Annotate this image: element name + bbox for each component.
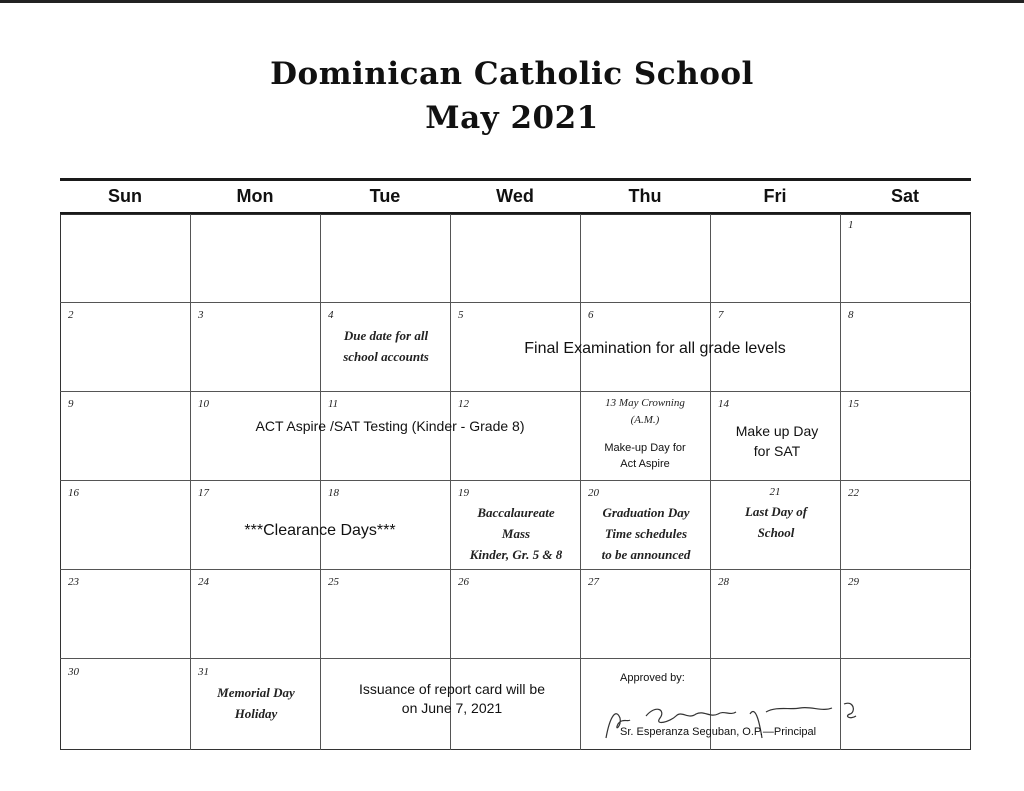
day-number-29: 29 — [848, 576, 859, 588]
grid-column-line — [840, 214, 841, 750]
day-number-7: 7 — [718, 309, 724, 321]
day-number-26: 26 — [458, 576, 469, 588]
day-number-15: 15 — [848, 398, 859, 410]
day-number-22: 22 — [848, 487, 859, 499]
weekday-mon: Mon — [236, 186, 274, 206]
grid-column-line — [580, 214, 581, 750]
day-number-25: 25 — [328, 576, 339, 588]
calendar-grid — [60, 214, 971, 750]
day-number-13: 13 May Crowning — [605, 397, 685, 409]
event-graduation-line1: Graduation Day — [602, 505, 690, 520]
day-number-9: 9 — [68, 398, 74, 410]
principal-signature — [600, 696, 870, 746]
weekday-wed: Wed — [496, 186, 534, 206]
event-due-date — [322, 325, 450, 367]
event-last-day-line2: School — [757, 525, 795, 540]
event-graduation-day — [582, 502, 710, 565]
day-number-12: 12 — [458, 398, 469, 410]
event-makeup-act-aspire — [580, 440, 710, 472]
event-baccalaureate-line3: Kinder, Gr. 5 & 8 — [469, 547, 563, 562]
grid-column-line — [320, 214, 321, 750]
event-memorial-line1: Memorial Day — [217, 685, 295, 700]
event-may-crowning-am: (A.M.) — [630, 414, 660, 426]
day-number-10: 10 — [198, 398, 209, 410]
event-graduation-line3: to be announced — [601, 547, 691, 562]
event-makeup-act-line2: Act Aspire — [620, 458, 670, 470]
day-number-18: 18 — [328, 487, 339, 499]
grid-row-line — [60, 569, 971, 570]
day-number-2: 2 — [68, 309, 74, 321]
grid-row-line — [60, 302, 971, 303]
day-number-5: 5 — [458, 309, 464, 321]
grid-row-line — [60, 391, 971, 392]
day-number-3: 3 — [198, 309, 204, 321]
grid-column-line — [190, 214, 191, 750]
event-baccalaureate-line2: Mass — [501, 526, 531, 541]
header-top-rule — [60, 178, 971, 181]
event-graduation-line2: Time schedules — [604, 526, 688, 541]
day-number-11: 11 — [328, 398, 339, 410]
day-number-6: 6 — [588, 309, 594, 321]
event-final-examination: Final Examination for all grade levels — [524, 340, 786, 357]
event-clearance-days: ***Clearance Days*** — [244, 522, 396, 539]
top-border-line — [0, 0, 1024, 3]
event-due-date-line1: Due date for all — [343, 328, 429, 343]
weekday-tue: Tue — [369, 186, 401, 206]
day-number-27: 27 — [588, 576, 599, 588]
day-number-21: 21 — [769, 486, 781, 498]
school-title: Dominican Catholic School — [270, 56, 754, 92]
day-number-30: 30 — [68, 666, 79, 678]
event-last-day-of-school — [712, 501, 840, 543]
day-number-23: 23 — [68, 576, 79, 588]
weekday-sun: Sun — [108, 186, 142, 206]
event-report-card-line1: Issuance of report card will be — [359, 681, 545, 697]
grid-row-line — [60, 480, 971, 481]
day-number-17: 17 — [198, 487, 209, 499]
event-makeup-sat-line1: Make up Day — [735, 423, 819, 439]
month-title: May 2021 — [425, 100, 599, 136]
event-baccalaureate-line1: Baccalaureate — [477, 505, 555, 520]
day-number-24: 24 — [198, 576, 209, 588]
day-number-16: 16 — [68, 487, 79, 499]
day-number-1: 1 — [848, 219, 854, 231]
event-baccalaureate-mass — [452, 502, 580, 565]
day-number-28: 28 — [718, 576, 729, 588]
grid-column-line — [450, 214, 451, 750]
event-last-day-line1: Last Day of — [744, 504, 808, 519]
event-report-card-issuance — [322, 680, 582, 718]
grid-column-line — [710, 214, 711, 750]
weekday-thu: Thu — [628, 186, 662, 206]
event-memorial-line2: Holiday — [234, 706, 278, 721]
day-number-31: 31 — [198, 666, 209, 678]
weekday-fri: Fri — [763, 186, 787, 206]
grid-row-line — [60, 658, 971, 659]
day-number-19: 19 — [458, 487, 469, 499]
event-act-aspire-sat-testing: ACT Aspire /SAT Testing (Kinder - Grade 8) — [255, 418, 525, 434]
approved-by-label: Approved by: — [620, 672, 685, 684]
signatory-name: Sr. Esperanza Seguban, O.P.—Principal — [620, 726, 817, 738]
event-due-date-line2: school accounts — [343, 349, 429, 364]
event-report-card-line2: on June 7, 2021 — [401, 700, 503, 716]
day-number-20: 20 — [588, 487, 599, 499]
weekday-sat: Sat — [890, 186, 919, 206]
day-number-14: 14 — [718, 398, 729, 410]
event-memorial-day — [192, 682, 320, 724]
day-number-4: 4 — [328, 309, 334, 321]
day-number-8: 8 — [848, 309, 854, 321]
event-makeup-sat — [712, 421, 842, 461]
event-makeup-act-line1: Make-up Day for — [604, 442, 686, 454]
event-makeup-sat-line2: for SAT — [753, 443, 801, 459]
